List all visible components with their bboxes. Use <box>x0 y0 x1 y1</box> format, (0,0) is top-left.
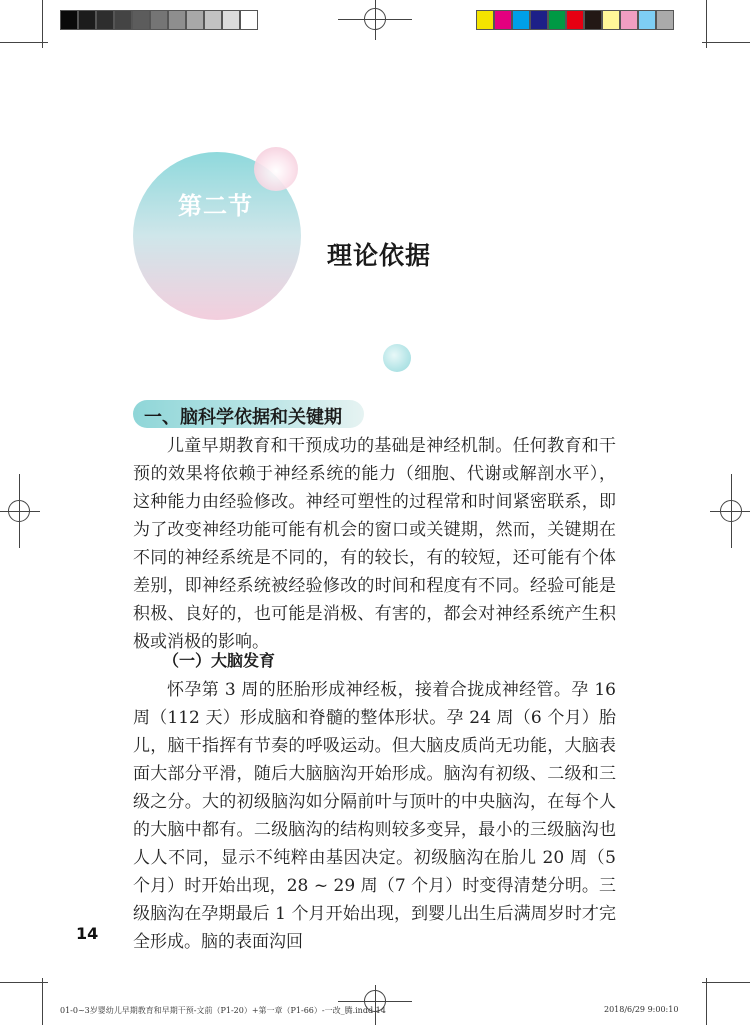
subheading-brain-development: （一）大脑发育 <box>163 651 276 670</box>
color-swatch <box>620 10 638 30</box>
color-swatch <box>204 10 222 30</box>
color-swatch <box>240 10 258 30</box>
process-color-bar <box>476 10 674 30</box>
color-swatch <box>530 10 548 30</box>
color-swatch <box>60 10 78 30</box>
crop-mark <box>42 978 43 1025</box>
teal-dot-decoration <box>383 344 411 372</box>
color-swatch <box>548 10 566 30</box>
color-swatch <box>186 10 204 30</box>
grayscale-color-bar <box>60 10 258 30</box>
crop-mark <box>0 42 48 43</box>
heading-brain-science: 一、脑科学依据和关键期 <box>144 407 342 428</box>
color-swatch <box>584 10 602 30</box>
slug-filename: 01-0~3岁婴幼儿早期教育和早期干预-文前（P1-20）+第一章（P1-66）-一改_腾.indd 14 <box>60 1006 386 1015</box>
section-label: 第二节 <box>178 192 253 220</box>
page-number: 14 <box>76 924 99 943</box>
color-swatch <box>96 10 114 30</box>
crop-mark <box>42 0 43 48</box>
crop-mark <box>702 982 750 983</box>
color-swatch <box>494 10 512 30</box>
color-swatch <box>114 10 132 30</box>
color-swatch <box>476 10 494 30</box>
color-swatch <box>638 10 656 30</box>
crop-mark <box>0 982 48 983</box>
color-swatch <box>168 10 186 30</box>
color-swatch <box>512 10 530 30</box>
crop-mark <box>706 978 707 1025</box>
paragraph-brain-development: 怀孕第 3 周的胚胎形成神经板，接着合拢成神经管。孕 16 周（112 天）形成脑和脊髓的整体形状。孕 24 周（6 个月）胎儿，脑干指挥有节奏的呼吸运动。但大脑皮质尚无功能，大脑表面大部分平滑，随后大脑脑沟开始形成。脑沟有初级、二级和三级之分。大的初级脑沟如分隔前叶与顶叶的中央脑沟，在每个人的大脑中都有。二级脑沟的结构则较多变异，最小的三级脑沟也人人不同，显示不纯粹由基因决定。初级脑沟在胎儿 20 周（5 个月）时开始出现，28 ~ 29 周（7 个月）时变得清楚分明。三级脑沟在孕期最后 1 个月开始出现，到婴儿出生后满周岁时才完全形成。脑的表面沟回 <box>133 680 616 952</box>
color-swatch <box>78 10 96 30</box>
crop-mark <box>706 0 707 48</box>
pink-bubble-decoration <box>254 147 298 191</box>
color-swatch <box>656 10 674 30</box>
color-swatch <box>132 10 150 30</box>
color-swatch <box>566 10 584 30</box>
crop-mark <box>702 42 750 43</box>
color-swatch <box>602 10 620 30</box>
section-title: 理论依据 <box>327 241 432 270</box>
color-swatch <box>222 10 240 30</box>
slug-datetime: 2018/6/29 9:00:10 <box>604 1005 679 1014</box>
color-swatch <box>150 10 168 30</box>
paragraph-intro: 儿童早期教育和干预成功的基础是神经机制。任何教育和干预的效果将依赖于神经系统的能力（细胞、代谢或解剖水平），这种能力由经验修改。神经可塑性的过程常和时间紧密联系，即为了改变神经功能可能有机会的窗口或关键期，然而，关键期在不同的神经系统是不同的，有的较长，有的较短，还可能有个体差别，即神经系统被经验修改的时间和程度有不同。经验可能是积极、良好的，也可能是消极、有害的，都会对神经系统产生积极或消极的影响。 <box>133 436 616 652</box>
